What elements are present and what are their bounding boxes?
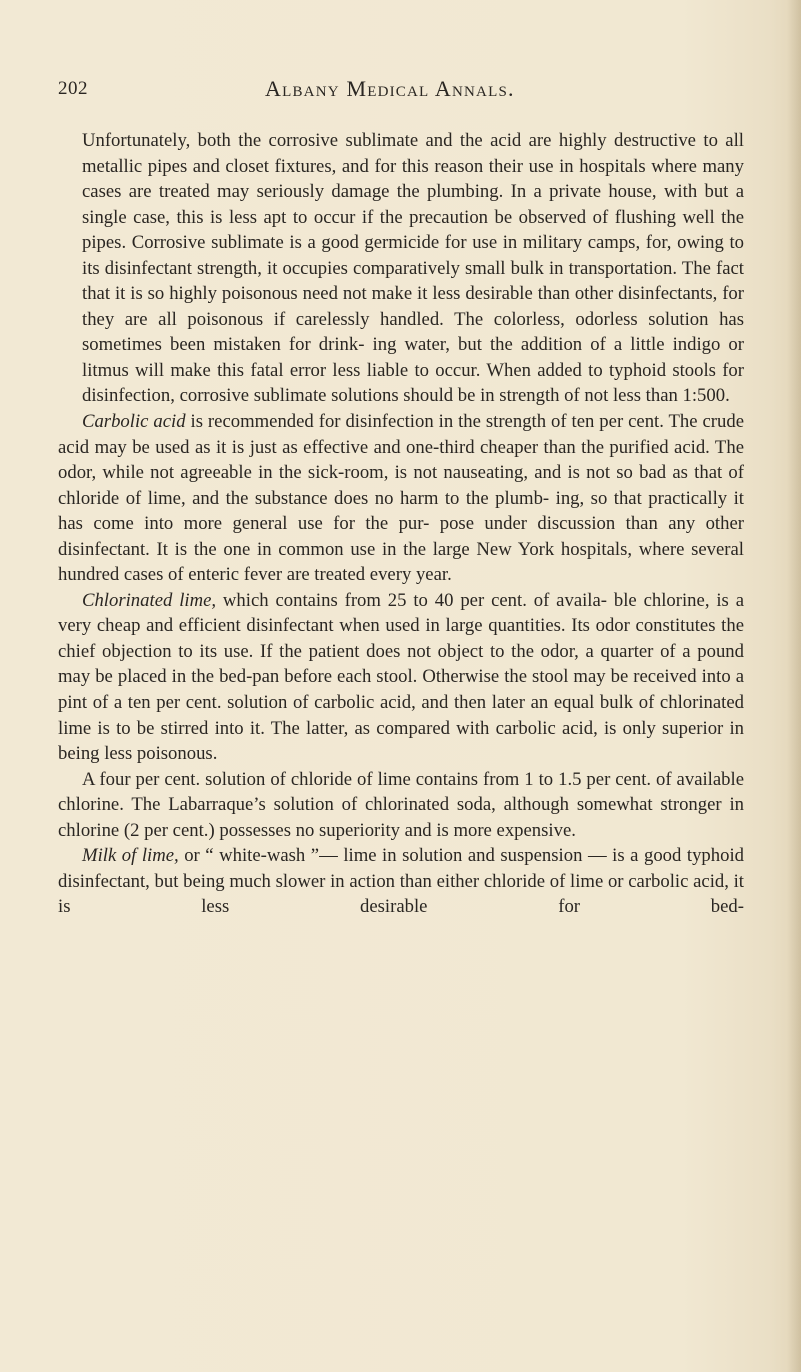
running-head: Albany Medical Annals. [265,76,515,101]
paragraph-chloride-of-lime [58,767,744,844]
paragraph-carbolic-acid [58,409,744,588]
paragraph-text: or “ white-wash ”— lime in solution and suspension — is a good typhoid disinfectant, but being much slower in action than either chloride of lime or carbolic acid, it is less desirable for bed- [58,845,744,918]
paragraph-text: is recommended for disinfection in the strength of ten per cent. The crude acid may be used as it is just as effective and one-third cheaper than the purified acid. The odor, while not agreeable in the sick-room, is not nauseating, and is not so bad as that of chloride of lime, and the substance does no harm to the plumb- ing, so that practically it has come into more general use for the pur- pose under discussion than any other disinfectant. It is the one in common use in the large New York hospitals, where several hundred cases of enteric fever are treated every year. [58,411,745,586]
paragraph-milk-of-lime [58,843,744,920]
page-header [58,78,758,108]
paragraph-text: A four per cent. solution of chloride of lime contains from 1 to 1.5 per cent. of available chlorine. The Labarraque’s solution of chlorinated soda, although somewhat stronger in chlorine (2 per cent.) possesses no superiority and is more expensive. [58,768,744,841]
paragraph-lead: Milk of lime, [82,845,179,867]
paragraph-text: Unfortunately, both the corrosive sublimate and the acid are highly destructive to all metallic pipes and closet fixtures, and for this reason their use in hospitals where many cases are treated may seriously damage the plumbing. In a private house, with but a single case, this is less apt to occur if the precaution be observed of flushing well the pipes. Corrosive sublimate is a good germicide for use in military camps, for, owing to its disinfectant strength, it occupies comparatively small bulk in transportation. The fact that it is so highly poisonous need not make it less desirable than other disinfectants, for they are all poisonous if carelessly handled. The colorless, odorless solution has sometimes been mistaken for drink- ing water, but the addition of a little indigo or litmus will make this fatal error less liable to occur. When added to typhoid stools for disinfection, corrosive sublimate solutions should be in strength of not less than 1:500. [82,130,744,407]
body-text [58,128,744,920]
paragraph-chlorinated-lime [58,588,744,767]
paragraph-lead: Carbolic acid [82,411,186,433]
paragraph-corrosive-sublimate [58,128,744,409]
paragraph-lead: Chlorinated lime, [82,589,217,611]
paragraph-text: which contains from 25 to 40 per cent. of availa- ble chlorine, is a very cheap and efficient disinfectant when used in large quantities. Its odor constitutes the chief objection to its use. If the patient does not object to the odor, a quarter of a pound may be placed in the bed-pan before each stool. Otherwise the stool may be received into a pint of a ten per cent. solution of carbolic acid, and then later an equal bulk of chlorinated lime is to be stirred into it. The latter, as compared with carbolic acid, is only superior in being less poisonous. [58,589,744,765]
page-number: 202 [58,78,88,99]
page-edge-shadow [787,0,801,1372]
